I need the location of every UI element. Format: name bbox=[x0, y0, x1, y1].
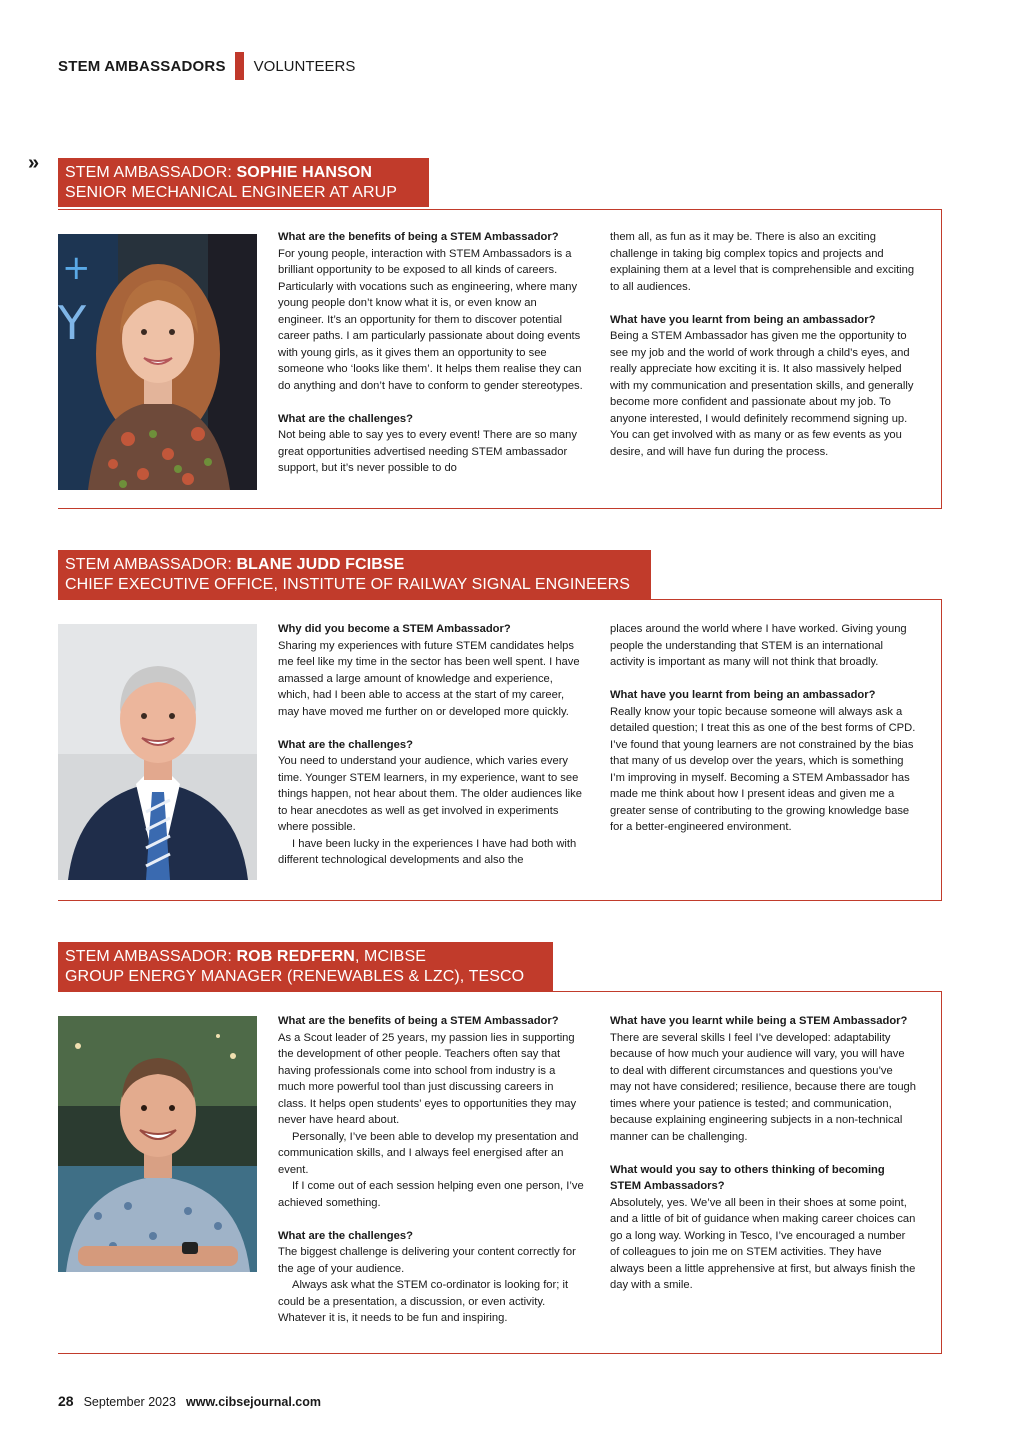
answer-paragraph: Not being able to say yes to every event! There are so many great opportunities advertised needing STEM ambassador support, but it’s never possible to do bbox=[278, 429, 577, 474]
answer-paragraph: Absolutely, yes. We’ve all been in their shoes at some point, and a little of bit of guidance when making career choices can go a long way. Working in Tesco, I’ve encouraged a number of colleagues to join me on STEM activities. They have always been a little apprehensive at first, but always finish the day with a smile. bbox=[610, 1196, 916, 1291]
answer-paragraph: Sharing my experiences with future STEM candidates helps me feel like my time in the sector has been well spent. I have amassed a large amount of knowledge and experience, which, had I been able to access at the start of my career, may have moved me further on or developed more quickly. bbox=[278, 639, 580, 718]
answer-paragraph: Personally, I’ve been able to develop my presentation and communication skills, and I always feel energised after an event. bbox=[278, 1130, 579, 1176]
interview-question: What are the challenges? bbox=[278, 1229, 413, 1242]
interview-question: What would you say to others thinking of becoming STEM Ambassadors? bbox=[610, 1163, 885, 1192]
answer-column-right bbox=[610, 229, 916, 460]
answer-paragraph: I have been lucky in the experiences I have had both with different technological developments and also the bbox=[278, 837, 577, 866]
answer-column-left bbox=[278, 229, 584, 477]
answer-column-right bbox=[610, 1013, 916, 1294]
answer-paragraph: them all, as fun as it may be. There is also an exciting challenge in taking big complex topics and projects and explaining them at a level that is comprehensible and exciting to all audiences. bbox=[610, 231, 915, 293]
subsection-label: VOLUNTEERS bbox=[253, 57, 356, 75]
interview-question: What are the challenges? bbox=[278, 412, 413, 425]
answer-paragraph: You need to understand your audience, which varies every time. Younger STEM learners, in my experience, want to see things happen, not hear about them. The older audiences like to hear anecdotes as well as get involved in experiments where possible. bbox=[278, 755, 582, 833]
paragraph-gap bbox=[610, 1145, 916, 1162]
paragraph-gap bbox=[278, 394, 584, 411]
answer-paragraph: The biggest challenge is delivering your content correctly for the age of your audience. bbox=[278, 1246, 576, 1275]
answer-paragraph: Really know your topic because someone will always ask a detailed question; I treat this as one of the best forms of CPD. I’ve found that young learners are not constrained by the bias that many of us develop over the years, which is something I’m improving in myself. Becoming a STEM Ambassador has made me think about how I present ideas and given me a greater sense of contributing to the growing knowledge base for a better-engineered environment. bbox=[610, 705, 916, 833]
paragraph-gap bbox=[278, 1211, 584, 1228]
interview-question: What are the benefits of being a STEM Ambassador? bbox=[278, 1015, 559, 1027]
portrait-photo bbox=[58, 624, 257, 880]
title-prefix: STEM AMBASSADOR: bbox=[65, 556, 237, 573]
answer-paragraph: For young people, interaction with STEM Ambassadors is a brilliant opportunity to be exposed to all kinds of careers. Particularly with vocations such as engineering, where many young people don’t know what it is, or even know an engineer. It’s an opportunity for them to discover potential career paths. I am particularly passionate about doing events with young girls, as it gives them an opportunity to see someone who ‘looks like them’. It helps them realise they can do anything and don’t have to conform to gender stereotypes. bbox=[278, 247, 583, 392]
ambassador-role: SENIOR MECHANICAL ENGINEER AT ARUP bbox=[65, 184, 398, 201]
paragraph-gap bbox=[278, 720, 584, 737]
interview-question: What are the challenges? bbox=[278, 738, 413, 751]
profile-title-box bbox=[58, 550, 651, 599]
title-prefix: STEM AMBASSADOR: bbox=[65, 164, 237, 181]
ambassador-name: ROB REDFERN bbox=[236, 948, 355, 965]
page-footer bbox=[58, 1393, 321, 1409]
website-url: www.cibsejournal.com bbox=[186, 1395, 322, 1409]
interview-question: What are the benefits of being a STEM Ambassador? bbox=[278, 231, 559, 243]
profile-blane-judd bbox=[58, 550, 942, 902]
section-label: STEM AMBASSADORS bbox=[58, 57, 226, 75]
chevron-right-icon: » bbox=[28, 152, 40, 174]
answer-paragraph: There are several skills I feel I’ve developed: adaptability because of how much your audience will vary, you will have to deal with different circumstances and questions you’ve may not have considered; resilience, because there are tough times where your patience is tested; and communication, because explaining engineering subjects in a non-technical manner can be challenging. bbox=[610, 1031, 916, 1143]
page-number: 28 bbox=[58, 1393, 74, 1409]
paragraph-gap bbox=[610, 671, 916, 688]
portrait-photo bbox=[58, 1016, 257, 1272]
answer-column-left bbox=[278, 1013, 584, 1327]
paragraph-gap bbox=[610, 295, 916, 312]
interview-question: What have you learnt from being an ambassador? bbox=[610, 689, 876, 701]
answer-column-right bbox=[610, 621, 916, 836]
answer-paragraph: places around the world where I have worked. Giving young people the understanding that STEM is an international activity is important as many will not think that broadly. bbox=[610, 623, 907, 668]
interview-question: What have you learnt while being a STEM Ambassador? bbox=[610, 1015, 908, 1027]
ambassador-role: GROUP ENERGY MANAGER (RENEWABLES & LZC), TESCO bbox=[65, 968, 525, 985]
answer-paragraph: If I come out of each session helping even one person, I’ve achieved something. bbox=[278, 1180, 584, 1209]
svg-text:Y: Y bbox=[58, 296, 87, 350]
profile-title-box bbox=[58, 942, 553, 991]
ambassador-name: BLANE JUDD FCIBSE bbox=[236, 556, 405, 573]
header-divider bbox=[235, 52, 244, 80]
page-header bbox=[58, 52, 355, 80]
interview-question: What have you learnt from being an ambassador? bbox=[610, 313, 876, 326]
answer-column-left bbox=[278, 621, 584, 869]
title-prefix: STEM AMBASSADOR: bbox=[65, 948, 237, 965]
profile-title-box bbox=[58, 158, 429, 207]
issue-date: September 2023 bbox=[83, 1395, 177, 1409]
interview-question: Why did you become a STEM Ambassador? bbox=[278, 623, 511, 635]
portrait-photo bbox=[58, 234, 257, 490]
name-suffix: , MCIBSE bbox=[354, 948, 426, 965]
answer-paragraph: As a Scout leader of 25 years, my passion lies in supporting the development of other people. Teachers often say that having professionals come into school from industry is a much more powerful tool than just discussing careers in class. It helps open students’ eyes to opportunities they may never have heard about. bbox=[278, 1031, 577, 1126]
answer-paragraph: Being a STEM Ambassador has given me the opportunity to see my job and the world of work through a child’s eyes, and really appreciate how exciting it is. It also massively helped with my communication and presentation skills, and generally become more confident and passionate about my job. To anyone interested, I would definitely recommend signing up. You can get involved with as many or as few events as you desire, and will have fun during the process. bbox=[610, 330, 914, 458]
ambassador-role: CHIEF EXECUTIVE OFFICE, INSTITUTE OF RAILWAY SIGNAL ENGINEERS bbox=[65, 576, 630, 593]
profile-rob-redfern bbox=[58, 942, 942, 1356]
profile-sophie-hanson bbox=[58, 158, 942, 510]
svg-text:+: + bbox=[62, 248, 91, 288]
answer-paragraph: Always ask what the STEM co-ordinator is looking for; it could be a presentation, a discussion, or even activity. Whatever it is, it needs to be fun and inspiring. bbox=[278, 1279, 569, 1324]
ambassador-name: SOPHIE HANSON bbox=[236, 164, 373, 181]
